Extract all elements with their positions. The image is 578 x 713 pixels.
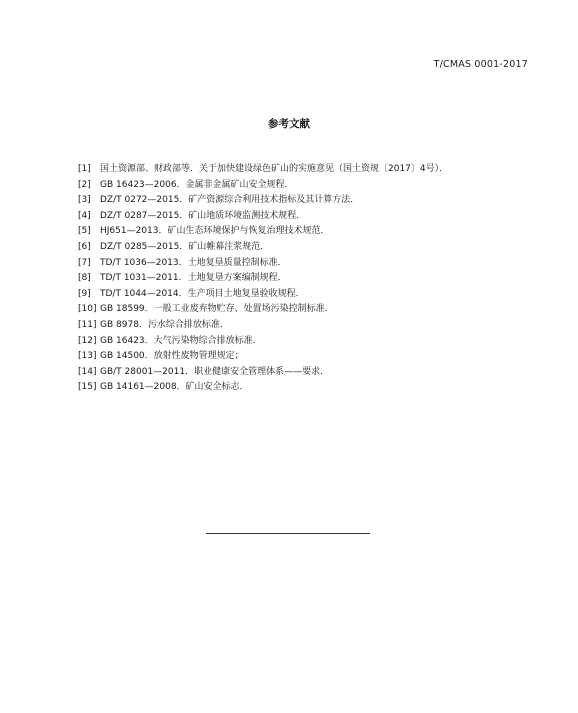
reference-item <box>78 334 548 350</box>
reference-item <box>78 287 548 303</box>
reference-item <box>78 256 548 272</box>
section-title: 参考文献 <box>268 118 310 130</box>
reference-item <box>78 302 548 318</box>
reference-text: TD/T 1036—2013．土地复垦质量控制标准． <box>100 257 287 268</box>
reference-number: [4] <box>78 210 91 221</box>
reference-text: GB/T 28001—2011．职业健康安全管理体系——要求． <box>100 366 330 377</box>
reference-item <box>78 162 548 178</box>
reference-text: GB 14500．放射性废物管理规定； <box>100 351 244 362</box>
reference-item <box>78 349 548 365</box>
reference-text: GB 8978．污水综合排放标准． <box>100 319 229 330</box>
reference-item <box>78 380 548 396</box>
reference-number: [6] <box>78 241 91 252</box>
reference-text: TD/T 1031—2011．土地复垦方案编制规程． <box>100 273 287 284</box>
reference-text: GB 16423．大气污染物综合排放标准． <box>100 335 262 346</box>
reference-number: [1] <box>78 164 91 174</box>
reference-text: TD/T 1044—2014．生产项目土地复垦验收规程． <box>100 288 305 299</box>
reference-number: [11] <box>78 319 97 330</box>
reference-text: DZ/T 0285—2015．矿山帷幕注浆规范． <box>100 241 270 252</box>
reference-text: 国土资源部、财政部等．关于加快建设绿色矿山的实施意见（国土资规〔2017〕4号）． <box>100 164 449 174</box>
reference-item <box>78 271 548 287</box>
footer-rule <box>206 533 370 534</box>
reference-item <box>78 193 548 209</box>
reference-number: [10] <box>78 304 97 315</box>
reference-number: [12] <box>78 335 97 346</box>
reference-number: [15] <box>78 382 97 393</box>
reference-item <box>78 209 548 225</box>
reference-number: [3] <box>78 195 91 206</box>
reference-text: GB 16423—2006．金属非金属矿山安全规程． <box>100 179 294 190</box>
reference-item <box>78 318 548 334</box>
reference-item <box>78 178 548 194</box>
reference-text: DZ/T 0272—2015．矿产资源综合利用技术指标及其计算方法． <box>100 195 360 206</box>
reference-text: GB 14161—2008．矿山安全标志． <box>100 382 249 393</box>
document-code: T/CMAS 0001-2017 <box>433 59 528 70</box>
reference-item <box>78 240 548 256</box>
reference-number: [7] <box>78 257 91 268</box>
reference-item <box>78 365 548 381</box>
reference-number: [8] <box>78 273 91 284</box>
reference-item <box>78 224 548 240</box>
reference-number: [5] <box>78 226 91 237</box>
reference-text: DZ/T 0287—2015．矿山地质环境监测技术规程． <box>100 210 306 221</box>
reference-text: HJ651—2013．矿山生态环境保护与恢复治理技术规范． <box>100 226 330 237</box>
reference-number: [13] <box>78 351 97 362</box>
reference-number: [14] <box>78 366 97 377</box>
reference-list <box>78 162 548 396</box>
reference-number: [2] <box>78 179 91 190</box>
reference-text: GB 18599．一般工业废弃物贮存、处置场污染控制标准． <box>100 304 334 315</box>
reference-number: [9] <box>78 288 91 299</box>
